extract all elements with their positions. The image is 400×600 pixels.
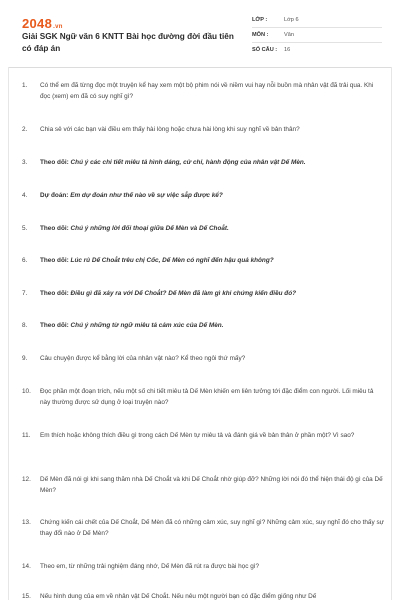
question-number: 9. — [22, 355, 28, 362]
question-body: Lúc rủ Dế Choắt trêu chị Cốc, Dế Mèn có nghĩ đến hậu quả không? — [70, 257, 274, 264]
question-text — [40, 81, 384, 102]
meta-label: SỐ CÂU : — [252, 47, 278, 53]
question-text — [40, 256, 384, 267]
question-body: Em dự đoán như thế nào về sự việc sắp được kể? — [70, 192, 223, 199]
question-body: Đọc phần một đoạn trích, nếu một số chi tiết miêu tả Dế Mèn khiến em liên tưởng tới đặc điểm con người. Lối miêu tả này thường được sử dụng ở loại truyện nào? — [40, 388, 374, 406]
question-lead: Dự đoán: — [40, 192, 69, 199]
question-text — [40, 592, 384, 600]
question-body: Chú ý những lời đối thoại giữa Dế Mèn và Dế Choắt. — [70, 225, 229, 232]
page-title: Giải SGK Ngữ văn 6 KNTT Bài học đường đời đầu tiên có đáp án — [22, 32, 234, 53]
question-lead: Theo dõi: — [40, 257, 69, 264]
question-number: 5. — [22, 225, 28, 232]
question-text — [40, 518, 384, 539]
question-body: Em thích hoặc không thích điều gì trong cách Dế Mèn tự miêu tả và đánh giá về bản thân ở phần một? Vì sao? — [40, 432, 355, 439]
question-number: 7. — [22, 290, 28, 297]
question-text — [40, 125, 384, 136]
question-number: 11. — [22, 432, 31, 439]
question-number: 8. — [22, 322, 28, 329]
question-text — [40, 431, 384, 442]
question-text — [40, 562, 384, 573]
meta-label: LỚP : — [252, 17, 268, 23]
question-lead: Theo dõi: — [40, 225, 69, 232]
question-text — [40, 191, 384, 202]
question-item — [22, 592, 384, 600]
question-body: Câu chuyện được kể bằng lời của nhân vật nào? Kể theo ngôi thứ mấy? — [40, 355, 246, 362]
question-number: 3. — [22, 159, 28, 166]
question-number: 4. — [22, 192, 28, 199]
question-text — [40, 475, 384, 496]
question-text — [40, 321, 384, 332]
question-body: Dế Mèn đã nói gì khi sang thăm nhà Dế Choắt và khi Dế Choắt nhờ giúp đỡ? Những lời nói đó thể hiện thái độ gì của Dế Mèn? — [40, 476, 383, 494]
meta-value: Văn — [284, 32, 294, 38]
question-text — [40, 354, 384, 365]
question-lead: Theo dõi: — [40, 322, 69, 329]
question-number: 2. — [22, 126, 28, 133]
question-number: 10. — [22, 388, 31, 395]
question-body: Chú ý những từ ngữ miêu tả cảm xúc của Dế Mèn. — [70, 322, 224, 329]
question-body: Nếu hình dung của em về nhân vật Dế Choắt. Nếu nêu một người bạn có đặc điểm giống như Dế — [40, 593, 317, 600]
question-body: Điều gì đã xảy ra với Dế Choắt? Dế Mèn đã làm gì khi chứng kiến điều đó? — [70, 290, 297, 297]
question-body: Theo em, từ những trải nghiệm đáng nhớ, Dế Mèn đã rút ra được bài học gì? — [40, 563, 260, 570]
meta-value: Lớp 6 — [284, 17, 299, 23]
question-text — [40, 158, 384, 169]
question-text — [40, 224, 384, 235]
question-number: 13. — [22, 519, 31, 526]
question-lead: Theo dõi: — [40, 290, 69, 297]
question-body: Có thể em đã từng đọc một truyện kể hay xem một bộ phim nói về niềm vui hay nỗi buồn mà nhân vật đã trải qua. Khi đọc (xem) em đã có suy nghĩ gì? — [40, 82, 374, 100]
question-text — [40, 289, 384, 300]
question-number: 14. — [22, 563, 31, 570]
logo-text: 2048 — [22, 16, 53, 31]
logo-suffix: .vn — [53, 24, 63, 30]
question-lead: Theo dõi: — [40, 159, 69, 166]
question-number: 6. — [22, 257, 28, 264]
question-number: 15. — [22, 593, 31, 600]
question-number: 1. — [22, 82, 28, 89]
question-body: Chứng kiến cái chết của Dế Choắt, Dế Mèn đã có những cảm xúc, suy nghĩ gì? Những cảm xúc, suy nghĩ đó cho thấy sự thay đổi nào ở Dế Mèn? — [40, 519, 384, 537]
question-text — [40, 387, 384, 408]
question-body: Chia sẻ với các bạn vài điều em thấy hài lòng hoặc chưa hài lòng khi suy nghĩ về bản thân? — [40, 126, 300, 133]
meta-value: 16 — [284, 47, 291, 53]
meta-label: MÔN : — [252, 32, 269, 38]
question-body: Chú ý các chi tiết miêu tả hình dáng, cử chỉ, hành động của nhân vật Dế Mèn. — [70, 159, 306, 166]
question-number: 12. — [22, 476, 31, 483]
